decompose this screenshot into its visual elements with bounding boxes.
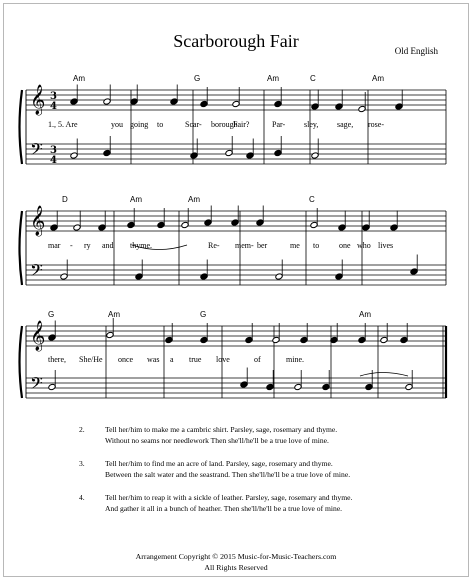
- chord-symbol: D: [62, 195, 68, 204]
- tie: [360, 373, 408, 377]
- time-signature-icon: 4: [50, 101, 57, 112]
- verse-number: 4.: [79, 493, 85, 502]
- time-signature-icon: 4: [50, 155, 57, 166]
- treble-clef-icon: 𝄞: [30, 321, 46, 351]
- verse-number: 3.: [79, 459, 85, 468]
- time-signature-icon: 3: [50, 145, 57, 156]
- chord-symbol: Am: [372, 74, 384, 83]
- music-score: [4, 4, 469, 424]
- chord-symbol: Am: [359, 310, 371, 319]
- lyric-syllable: me: [290, 241, 300, 250]
- lyric-syllable: a: [170, 355, 174, 364]
- lyric-syllable: mine.: [286, 355, 304, 364]
- lyric-syllable: rose-: [368, 120, 384, 129]
- lyric-syllable: to: [313, 241, 320, 250]
- system-brace: [20, 90, 23, 164]
- chord-symbol: Am: [188, 195, 200, 204]
- chord-symbol: Am: [130, 195, 142, 204]
- chord-symbol: G: [194, 74, 201, 83]
- lyric-syllable: of: [254, 355, 261, 364]
- verse-line: And gather it all in a bunch of heather. Then she'll/he'll be a true love of mine.: [105, 504, 343, 513]
- lyric-syllable: Re-: [208, 241, 220, 250]
- chord-symbol: Am: [73, 74, 85, 83]
- lyric-syllable: sley,: [304, 120, 319, 129]
- lyric-syllable: going: [130, 120, 149, 129]
- lyric-syllable: there,: [48, 355, 66, 364]
- chord-symbol: C: [309, 195, 315, 204]
- lyric-syllable: one: [339, 241, 351, 250]
- system-brace: [20, 326, 23, 398]
- rights-line: All Rights Reserved: [204, 563, 268, 572]
- chord-symbol: Am: [267, 74, 279, 83]
- bass-clef-icon: 𝄢: [30, 139, 43, 163]
- lyric-syllable: mem-: [235, 241, 254, 250]
- lyric-syllable: once: [118, 355, 134, 364]
- chord-symbol: Am: [108, 310, 120, 319]
- lyric-syllable: sage,: [337, 120, 354, 129]
- verse-line: Tell her/him to make me a cambric shirt. Parsley, sage, rosemary and thyme.: [105, 425, 338, 434]
- verse-line: Without no seams nor needlework Then she'll/he'll be a true love of mine.: [105, 436, 329, 445]
- verse-4: [79, 492, 353, 514]
- verse-line: Tell her/him to reap it with a sickle of leather. Parsley, sage, rosemary and thyme.: [105, 493, 353, 502]
- additional-verses: [79, 424, 353, 526]
- lyric-syllable: thyme.: [130, 241, 152, 250]
- song-title: Scarborough Fair: [173, 31, 299, 51]
- lyric-syllable: ber: [257, 241, 268, 250]
- copyright-footer: [4, 551, 468, 573]
- verse-3: [79, 458, 352, 480]
- chord-symbol: G: [200, 310, 207, 319]
- verse-line: Tell her/him to find me an acre of land. Parsley, sage, rosemary and thyme.: [105, 459, 333, 468]
- lyric-syllable: ry: [84, 241, 91, 250]
- lyric-syllable: mar: [48, 241, 61, 250]
- chord-symbol: C: [310, 74, 316, 83]
- lyric-syllable: lives: [378, 241, 394, 250]
- verse-line: Between the salt water and the seastrand. Then she'll/he'll be a true love of mine.: [105, 470, 351, 479]
- lyric-syllable: and: [102, 241, 114, 250]
- lyric-syllable: love: [216, 355, 230, 364]
- treble-clef-icon: 𝄞: [30, 85, 46, 115]
- lyric-syllable: borough: [211, 120, 238, 129]
- system-brace: [20, 211, 23, 285]
- lyric-syllable: who: [357, 241, 371, 250]
- composer-credit: Old English: [394, 46, 438, 56]
- lyric-syllable: you: [111, 120, 123, 129]
- verse-number: 2.: [79, 425, 85, 434]
- lyric-syllable: She/He: [79, 355, 103, 364]
- sheet-music-page: [3, 3, 469, 577]
- copyright-line: Arrangement Copyright © 2015 Music-for-Music-Teachers.com: [135, 552, 337, 561]
- time-signature-icon: 3: [50, 91, 57, 102]
- lyric-syllable: Fair?: [233, 120, 250, 129]
- treble-clef-icon: 𝄞: [30, 206, 46, 236]
- lyric-syllable: Scar-: [185, 120, 202, 129]
- lyric-syllable: -: [70, 241, 73, 250]
- lyric-syllable: was: [147, 355, 160, 364]
- bass-clef-icon: 𝄢: [30, 373, 43, 397]
- lyric-syllable: Par-: [272, 120, 286, 129]
- lyric-syllable: true: [189, 355, 202, 364]
- bass-clef-icon: 𝄢: [30, 260, 43, 284]
- lyric-syllable: 1., 5. Are: [48, 120, 78, 129]
- verse-2: [79, 424, 352, 446]
- chord-symbol: G: [48, 310, 55, 319]
- lyric-syllable: to: [157, 120, 164, 129]
